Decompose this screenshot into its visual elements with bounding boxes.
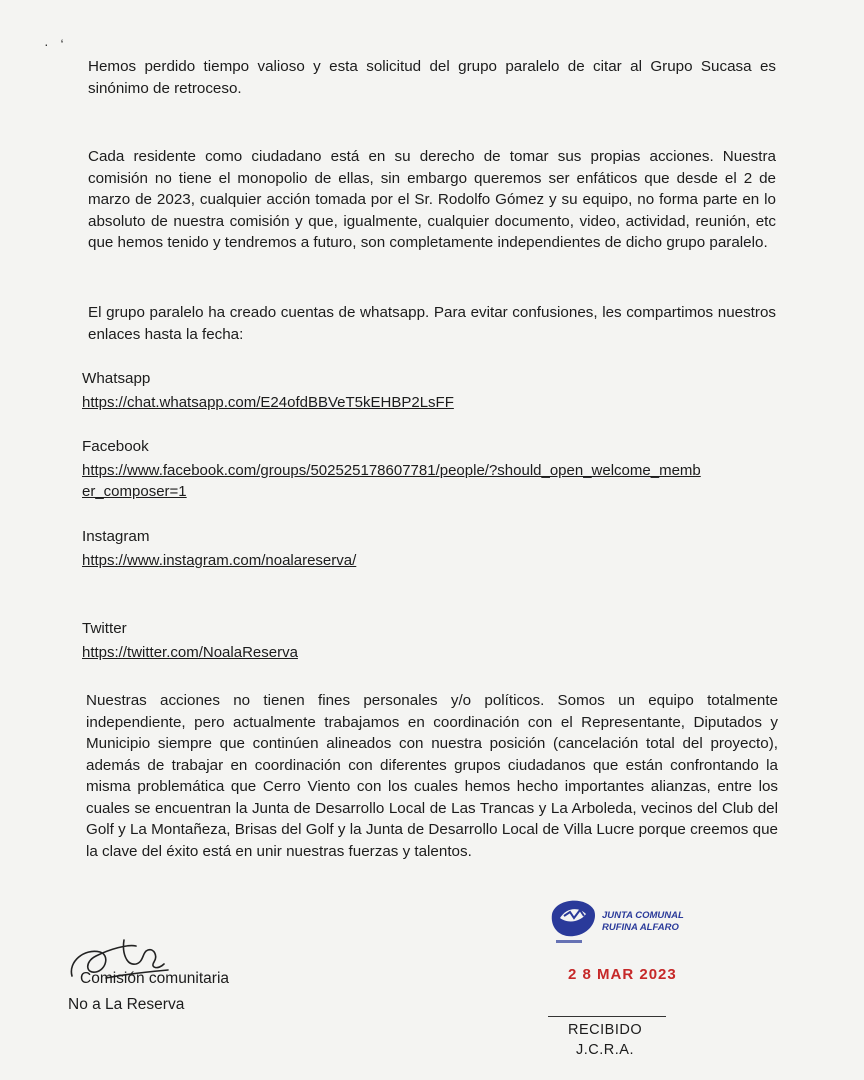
paragraph-retroceso: Hemos perdido tiempo valioso y esta solicitud del grupo paralelo de citar al Grupo Sucasa es sinónimo de retroceso. [88, 58, 776, 97]
whatsapp-link[interactable]: https://chat.whatsapp.com/E24ofdBBVeT5kEHBP2LsFF [82, 394, 454, 411]
junta-comunal-seal-icon [546, 892, 686, 950]
seal-line1: JUNTA COMUNAL [602, 910, 684, 921]
twitter-link[interactable]: https://twitter.com/NoalaReserva [82, 644, 298, 661]
stamp-date: 2 8 MAR 2023 [568, 966, 677, 983]
instagram-heading: Instagram [82, 528, 150, 545]
whatsapp-heading: Whatsapp [82, 370, 151, 387]
signature-name: No a La Reserva [68, 996, 185, 1013]
paragraph-cuentas: El grupo paralelo ha creado cuentas de whatsapp. Para evitar confusiones, les compartimos nuestros enlaces hasta la fecha: [88, 304, 776, 343]
received-label: RECIBIDO [568, 1022, 643, 1038]
twitter-heading: Twitter [82, 620, 127, 637]
paragraph-acciones: Nuestras acciones no tienen fines personales y/o políticos. Somos un equipo totalmente independiente, pero actualmente trabajamos en coordinación con el Representante, Diputados y Municipio siempre que continúen alineados con nuestra posición (cancelación total del proyecto), además de trabajar en coordinación con diferentes grupos ciudadanos que están confrontando la misma problemática que Cerro Viento con los cuales hemos hecho importantes alianzas, entre los cuales se encuentran la Junta de Desarrollo Local de Las Trancas y La Arboleda, vecinos del Club del Golf y La Montañeza, Brisas del Golf y la Junta de Desarrollo Local de Villa Lucre porque creemos que la clave del éxito está en unir nuestras fuerzas y talentos. [86, 692, 778, 860]
received-initials: J.C.R.A. [576, 1042, 634, 1058]
paragraph-derecho: Cada residente como ciudadano está en su derecho de tomar sus propias acciones. Nuestra comisión no tiene el monopolio de ellas, sin embargo queremos ser enfáticos que desde el 2 de marzo de 2023, cualquier acción tomada por el Sr. Rodolfo Gómez y su equipo, no forma parte en lo absoluto de nuestra comisión y que, igualmente, cualquier documento, video, actividad, reunión, etc que hemos tenido y tendremos a futuro, son completamente independientes de dicho grupo paralelo. [88, 148, 776, 251]
received-divider [548, 1016, 666, 1017]
instagram-link[interactable]: https://www.instagram.com/noalareserva/ [82, 552, 357, 569]
seal-line2: RUFINA ALFARO [602, 922, 679, 933]
facebook-link-line2[interactable]: er_composer=1 [82, 483, 187, 500]
scan-marks: · ‘ [44, 36, 68, 52]
signature-commission: Comisión comunitaria [80, 970, 230, 987]
facebook-heading: Facebook [82, 438, 149, 455]
facebook-link-line1[interactable]: https://www.facebook.com/groups/502525178607781/people/?should_open_welcome_memb [82, 462, 701, 479]
